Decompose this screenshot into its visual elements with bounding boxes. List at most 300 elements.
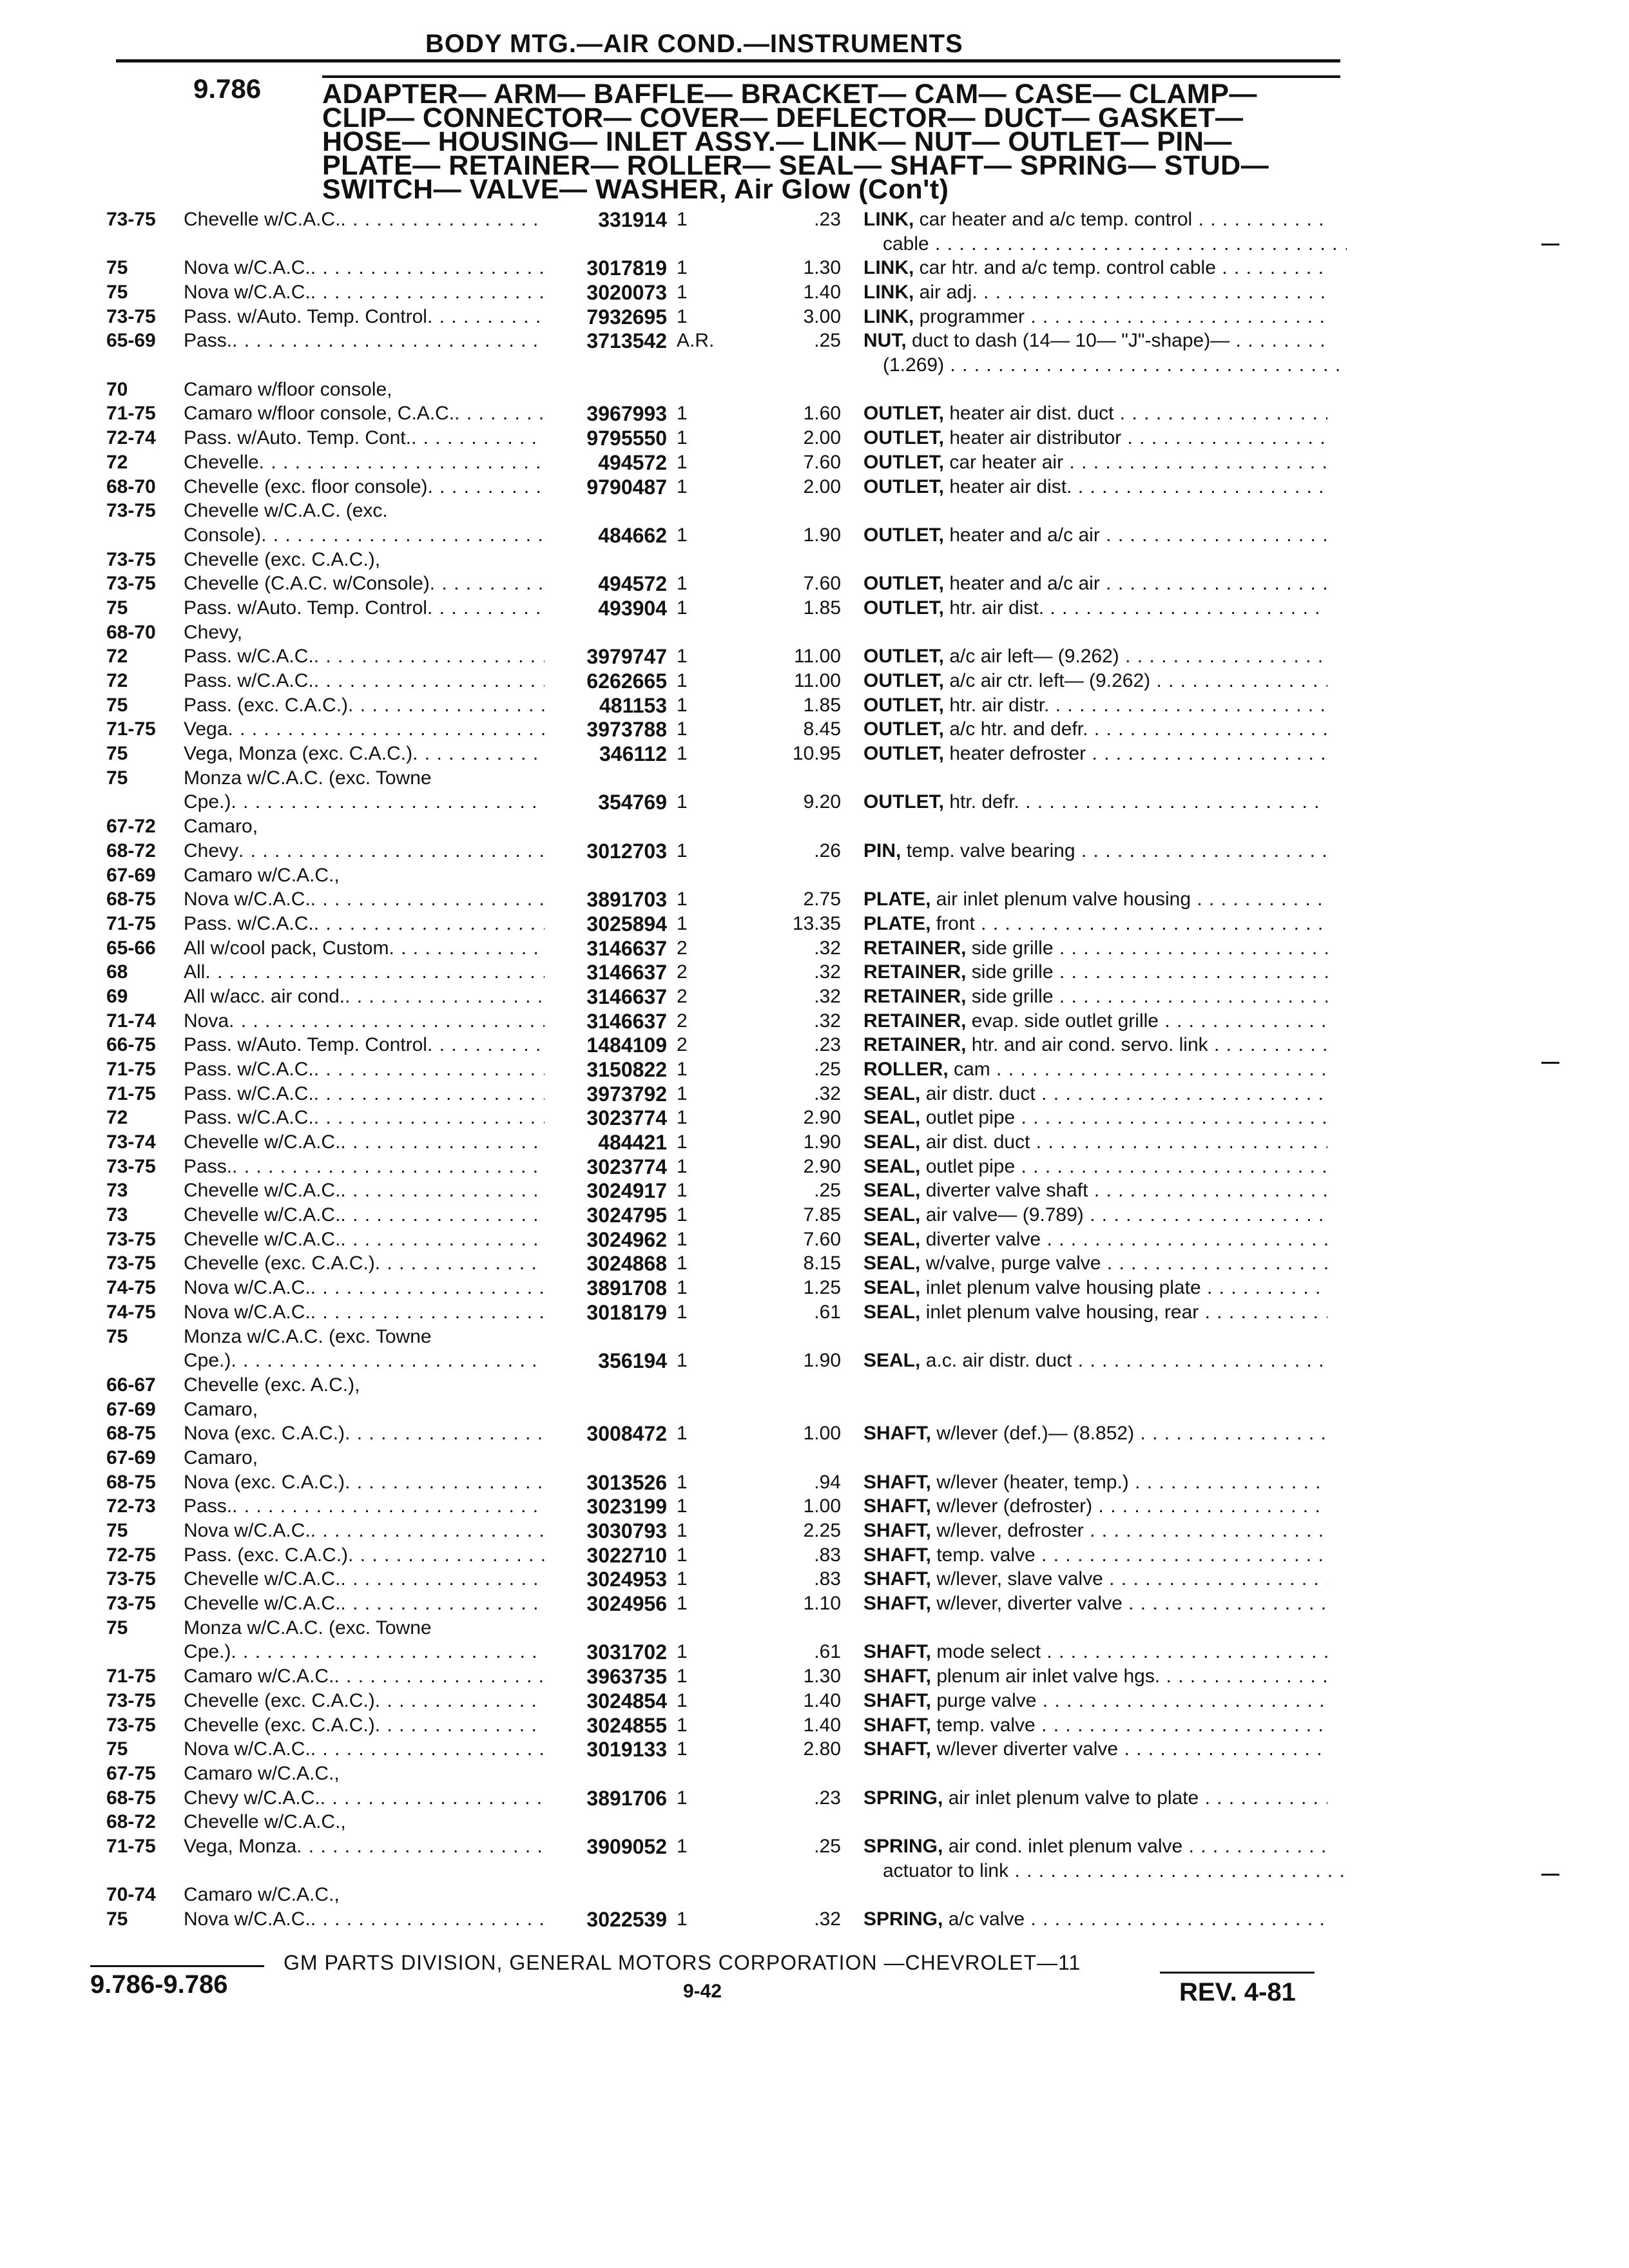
cell-description [863, 912, 1327, 936]
cell-description [863, 960, 1327, 985]
part-name: RETAINER, [863, 961, 967, 983]
cell-part-number: 484421 [598, 1131, 667, 1154]
cell-year: 72-73 [106, 1495, 156, 1517]
cell-model: Camaro w/C.A.C., [184, 1763, 340, 1784]
cell-year: 73-75 [106, 500, 156, 521]
cell-part-number: 3012703 [586, 840, 667, 863]
cell-part-number: 3024855 [586, 1714, 667, 1737]
cell-model: All w/cool pack, Custom . . . [184, 936, 545, 961]
cell-description [863, 1106, 1327, 1130]
cell-year: 69 [106, 986, 128, 1007]
cell-description [863, 1591, 1327, 1616]
cell-year: 75 [106, 282, 128, 303]
cell-model: Monza w/C.A.C. (exc. Towne [184, 1617, 432, 1639]
cell-model: Camaro w/floor console, [184, 379, 392, 400]
cell-year: 75 [106, 743, 128, 764]
cell-price: 11.00 [794, 670, 841, 691]
cell-model: Chevelle (exc. C.A.C.) . . . [184, 1689, 545, 1713]
cell-part-number: 3022539 [586, 1908, 667, 1931]
cell-price: .94 [814, 1472, 841, 1493]
cell-year: 72 [106, 670, 128, 691]
cell-description [863, 669, 1327, 693]
cell-year: 74-75 [106, 1302, 156, 1323]
cell-quantity: 1 [677, 1738, 688, 1760]
part-name: SEAL, [863, 1350, 921, 1371]
cell-price: .25 [814, 1059, 841, 1080]
part-detail: duct to dash (14— 10— "J"-shape)— [906, 330, 1230, 351]
cell-year: 72-75 [106, 1544, 156, 1566]
part-name: SEAL, [863, 1107, 921, 1128]
cell-model: Nova w/C.A.C. . . . [184, 280, 545, 305]
part-detail: air distr. duct [920, 1083, 1036, 1104]
cell-year: 73-75 [106, 1253, 156, 1274]
cell-quantity: 1 [677, 1229, 688, 1250]
part-detail: a/c htr. and defr. [944, 718, 1088, 740]
cell-quantity: 1 [677, 573, 688, 594]
part-detail: temp. valve [931, 1544, 1036, 1566]
part-detail: heater and a/c air [944, 524, 1100, 546]
cell-year: 73-75 [106, 549, 156, 570]
cell-model: Monza w/C.A.C. (exc. Towne [184, 1326, 432, 1347]
cell-description [863, 523, 1327, 548]
cell-description [863, 1276, 1327, 1300]
cell-price: 2.80 [803, 1738, 841, 1760]
cell-year: 68-70 [106, 622, 156, 643]
cell-model: Cpe.) . . . [184, 790, 545, 814]
cell-description [863, 1689, 1327, 1713]
cell-part-number: 3030793 [586, 1519, 667, 1542]
cell-model: Pass. . . . [184, 1494, 545, 1519]
cell-quantity: 1 [677, 1641, 688, 1662]
cell-price: .61 [814, 1302, 841, 1323]
cell-model: Pass. w/C.A.C. . . . [184, 669, 545, 693]
cell-quantity: 1 [677, 452, 688, 473]
cell-part-number: 356194 [598, 1349, 667, 1372]
cell-price: 1.40 [803, 1715, 841, 1736]
cell-description [863, 572, 1327, 596]
cell-part-number: 3022710 [586, 1544, 667, 1567]
page-header-title: BODY MTG.—AIR COND.—INSTRUMENTS [425, 30, 963, 58]
cell-year: 67-72 [106, 816, 156, 837]
part-name: NUT, [863, 330, 907, 351]
cell-model: Chevy . . . [184, 839, 545, 863]
cell-quantity: A.R. [677, 330, 715, 351]
cell-year: 73-75 [106, 1568, 156, 1590]
cell-price: 1.85 [803, 597, 841, 619]
cell-description [863, 985, 1327, 1009]
cell-part-number: 3024795 [586, 1204, 667, 1227]
cell-model: Chevelle w/C.A.C., [184, 1811, 346, 1832]
cell-part-number: 3024854 [586, 1689, 667, 1713]
cell-price: 8.15 [803, 1253, 841, 1274]
cell-model: Camaro w/C.A.C., [184, 1884, 340, 1905]
cell-price: 1.30 [803, 1666, 841, 1687]
cell-model: Camaro, [184, 1447, 258, 1468]
cell-part-number: 3150822 [586, 1058, 667, 1081]
cell-part-number: 3891708 [586, 1276, 667, 1300]
cell-quantity: 1 [677, 1180, 688, 1201]
cell-description [863, 1251, 1327, 1276]
cell-year: 75 [106, 695, 128, 716]
cell-part-number: 3979747 [586, 645, 667, 668]
cell-part-number: 3891703 [586, 888, 667, 911]
cell-year: 68-72 [106, 840, 156, 861]
part-name: OUTLET, [863, 670, 944, 691]
cell-price: 2.25 [803, 1520, 841, 1541]
header-rule-secondary [322, 75, 1340, 78]
cell-quantity: 1 [677, 597, 688, 619]
part-detail: side grille [966, 986, 1054, 1007]
cell-year: 71-75 [106, 913, 156, 934]
cell-price: 2.90 [803, 1156, 841, 1177]
cell-part-number: 3024962 [586, 1228, 667, 1251]
cell-description [883, 353, 1347, 378]
cell-description [863, 401, 1327, 426]
cell-year: 65-69 [106, 330, 156, 351]
part-name: RETAINER, [863, 1034, 967, 1055]
cell-price: 1.90 [803, 1350, 841, 1371]
cell-quantity: 1 [677, 1544, 688, 1566]
cell-part-number: 331914 [598, 208, 667, 231]
part-name: PLATE, [863, 889, 931, 910]
part-detail: heater and a/c air [944, 573, 1100, 594]
cell-model: Console) . . . [184, 523, 545, 548]
cell-year: 66-67 [106, 1374, 156, 1396]
part-name: RETAINER, [863, 937, 967, 959]
part-name: OUTLET, [863, 646, 944, 667]
cell-part-number: 3909052 [586, 1835, 667, 1858]
cell-description [863, 1834, 1327, 1859]
cell-model: Vega . . . [184, 717, 545, 742]
cell-part-number: 3967993 [586, 402, 667, 425]
cell-price: .32 [814, 961, 841, 983]
cell-quantity: 1 [677, 1083, 688, 1104]
part-name: ROLLER, [863, 1059, 949, 1080]
part-name: LINK, [863, 306, 914, 327]
part-name: SPRING, [863, 1836, 943, 1857]
cell-model: Pass. w/Auto. Temp. Control . . . [184, 1033, 545, 1057]
cell-model: Chevelle w/C.A.C. . . . [184, 1591, 545, 1616]
part-detail: a/c valve [943, 1908, 1025, 1930]
part-detail: programmer [914, 306, 1025, 327]
cell-model: Chevelle . . . [184, 450, 545, 475]
part-detail: heater air dist. [944, 476, 1072, 497]
cell-model: Camaro, [184, 1399, 258, 1420]
cell-price: .32 [814, 1908, 841, 1930]
cell-part-number: 3973788 [586, 718, 667, 741]
cell-year: 67-69 [106, 1447, 156, 1468]
cell-model: Chevy, [184, 622, 243, 643]
cell-model: Chevelle w/C.A.C. . . . [184, 1178, 545, 1203]
cell-quantity: 2 [677, 1010, 688, 1032]
cell-description [863, 1082, 1327, 1106]
part-detail: htr. defr. [944, 791, 1019, 812]
cell-model: Chevelle (C.A.C. w/Console) . . . [184, 572, 545, 596]
part-detail: w/lever (def.)— (8.852) [931, 1423, 1135, 1444]
cell-description [863, 1349, 1327, 1373]
cell-year: 73-75 [106, 306, 156, 327]
cell-year: 71-75 [106, 1666, 156, 1687]
cell-part-number: 3019133 [586, 1738, 667, 1761]
cell-year: 75 [106, 1326, 128, 1347]
cell-year: 75 [106, 597, 128, 619]
cell-description [863, 717, 1327, 742]
cell-part-number: 9790487 [586, 476, 667, 499]
cell-price: 1.10 [803, 1593, 841, 1614]
footer-section-range: 9.786-9.786 [90, 1970, 228, 1999]
cell-model: Pass. (exc. C.A.C.) . . . [184, 1543, 545, 1568]
cell-model: Vega, Monza . . . [184, 1834, 545, 1859]
cell-description [863, 1519, 1327, 1543]
cell-description [863, 1300, 1327, 1325]
cell-model: Cpe.) . . . [184, 1349, 545, 1373]
part-detail: temp. valve [931, 1715, 1036, 1736]
cell-quantity: 1 [677, 1253, 688, 1274]
cell-part-number: 3023199 [586, 1495, 667, 1518]
cell-quantity: 1 [677, 718, 688, 740]
part-detail: temp. valve bearing [901, 840, 1075, 861]
cell-quantity: 1 [677, 1715, 688, 1736]
cell-quantity: 1 [677, 282, 688, 303]
cell-description [863, 1567, 1327, 1591]
part-detail: cam [948, 1059, 990, 1080]
cell-part-number: 3891706 [586, 1787, 667, 1810]
cell-price: 10.95 [792, 743, 841, 764]
cell-part-number: 3020073 [586, 281, 667, 304]
cell-part-number: 3017819 [586, 256, 667, 280]
part-name: OUTLET, [863, 524, 944, 546]
cell-model: Pass. w/C.A.C. . . . [184, 1106, 545, 1130]
cell-part-number: 1484109 [586, 1033, 667, 1057]
cell-price: .32 [814, 937, 841, 959]
cell-quantity: 1 [677, 427, 688, 448]
cell-description [863, 1178, 1327, 1203]
cell-description [863, 693, 1327, 718]
section-title-line: CLIP— CONNECTOR— COVER— DEFLECTOR— DUCT— GASKET— [322, 102, 1244, 133]
part-detail: air inlet plenum valve to plate [943, 1787, 1199, 1809]
cell-year: 75 [106, 767, 128, 789]
cell-year: 73-75 [106, 1156, 156, 1177]
cell-quantity: 1 [677, 1107, 688, 1128]
cell-quantity: 1 [677, 1836, 688, 1857]
cell-price: .23 [814, 1787, 841, 1809]
cell-description [863, 1130, 1327, 1155]
cell-model: Pass. (exc. C.A.C.) . . . [184, 693, 545, 718]
cell-part-number: 3146637 [586, 985, 667, 1008]
cell-model: Chevelle (exc. C.A.C.) . . . [184, 1713, 545, 1738]
part-detail: htr. and air cond. servo. link [966, 1034, 1208, 1055]
cell-price: .61 [814, 1641, 841, 1662]
part-detail: w/lever, defroster [931, 1520, 1084, 1541]
cell-model: Pass. w/C.A.C. . . . [184, 912, 545, 936]
cell-quantity: 1 [677, 1495, 688, 1517]
footer-page-number: 9-42 [683, 1981, 722, 2002]
cell-price: .32 [814, 1083, 841, 1104]
cell-description [863, 742, 1327, 766]
part-detail: evap. side outlet grille [966, 1010, 1159, 1032]
cell-price: .25 [814, 330, 841, 351]
cell-year: 75 [106, 1908, 128, 1930]
part-detail: side grille [966, 937, 1054, 959]
cell-description [863, 1227, 1327, 1252]
part-detail: mode select [931, 1641, 1041, 1662]
part-name: SHAFT, [863, 1423, 931, 1444]
part-detail: w/lever, slave valve [931, 1568, 1103, 1590]
cell-description [863, 1421, 1327, 1446]
cell-description [863, 887, 1327, 912]
cell-model: Camaro w/C.A.C. . . . [184, 1664, 545, 1689]
cell-model: Chevelle w/C.A.C. (exc. [184, 500, 388, 521]
cell-description [863, 790, 1327, 814]
cell-quantity: 1 [677, 1690, 688, 1711]
cell-description [863, 1470, 1327, 1495]
cell-price: 2.75 [803, 889, 841, 910]
cell-price: 8.45 [803, 718, 841, 740]
cell-description [863, 1033, 1327, 1057]
cell-part-number: 3024956 [586, 1592, 667, 1615]
cell-part-number: 3963735 [586, 1665, 667, 1688]
cell-price: 1.40 [803, 1690, 841, 1711]
part-detail: side grille [966, 961, 1054, 983]
cell-model: Monza w/C.A.C. (exc. Towne [184, 767, 432, 789]
cell-model: Chevelle w/C.A.C. . . . [184, 207, 545, 232]
part-name: SHAFT, [863, 1472, 931, 1493]
cell-part-number: 3024917 [586, 1179, 667, 1202]
cell-year: 73-75 [106, 1715, 156, 1736]
cell-model: Chevy w/C.A.C. . . . [184, 1786, 545, 1811]
part-name: OUTLET, [863, 743, 944, 764]
cell-part-number: 3146637 [586, 1010, 667, 1033]
cell-description [863, 1057, 1327, 1082]
cell-year: 66-75 [106, 1034, 156, 1055]
part-name: OUTLET, [863, 452, 944, 473]
part-detail: a/c air left— (9.262) [944, 646, 1119, 667]
part-name: SEAL, [863, 1277, 921, 1298]
cell-year: 73-75 [106, 1593, 156, 1614]
cell-price: .32 [814, 986, 841, 1007]
cell-price: 1.25 [803, 1277, 841, 1298]
part-detail: heater air dist. duct [944, 403, 1114, 424]
cell-part-number: 7932695 [586, 305, 667, 329]
cell-model: Pass. w/Auto. Temp. Control . . . [184, 596, 545, 620]
cell-model: Nova (exc. C.A.C.) . . . [184, 1470, 545, 1495]
cell-model: Cpe.) . . . [184, 1640, 545, 1664]
cell-year: 68-75 [106, 1787, 156, 1809]
cell-year: 70-74 [106, 1884, 156, 1905]
part-name: OUTLET, [863, 791, 944, 812]
cell-part-number: 3713542 [586, 329, 667, 352]
part-name: SHAFT, [863, 1593, 931, 1614]
cell-model: Nova w/C.A.C. . . . [184, 256, 545, 280]
part-name: SEAL, [863, 1156, 921, 1177]
cell-quantity: 1 [677, 403, 688, 424]
cell-description [863, 839, 1327, 863]
cell-quantity: 1 [677, 791, 688, 812]
cell-year: 72-74 [106, 427, 156, 448]
part-name: SHAFT, [863, 1738, 931, 1760]
cell-model: Pass. w/C.A.C. . . . [184, 644, 545, 669]
part-name: SPRING, [863, 1908, 943, 1930]
cell-year: 73-75 [106, 573, 156, 594]
cell-model: Pass. w/C.A.C. . . . [184, 1057, 545, 1082]
cell-quantity: 1 [677, 1302, 688, 1323]
cell-quantity: 2 [677, 937, 688, 959]
cell-description [863, 305, 1327, 329]
cell-quantity: 2 [677, 986, 688, 1007]
cell-year: 71-75 [106, 1059, 156, 1080]
cell-part-number: 6262665 [586, 669, 667, 693]
part-name: LINK, [863, 257, 914, 278]
cell-price: .23 [814, 1034, 841, 1055]
part-name: SHAFT, [863, 1641, 931, 1662]
cell-year: 71-75 [106, 403, 156, 424]
cell-year: 67-69 [106, 1399, 156, 1420]
part-name: SEAL, [863, 1229, 921, 1250]
part-name: PIN, [863, 840, 901, 861]
part-detail: diverter valve shaft [920, 1180, 1088, 1201]
part-detail: cable [883, 233, 929, 255]
cell-part-number: 3146637 [586, 961, 667, 984]
cell-part-number: 494572 [598, 451, 667, 474]
footer-publisher: GM PARTS DIVISION, GENERAL MOTORS CORPORATION —CHEVROLET—11 [284, 1951, 1081, 1974]
part-detail: front [930, 913, 975, 934]
cell-year: 73-75 [106, 1229, 156, 1250]
part-name: OUTLET, [863, 695, 944, 716]
cell-part-number: 3008472 [586, 1422, 667, 1445]
part-name: RETAINER, [863, 1010, 967, 1032]
cell-description [863, 1786, 1327, 1811]
part-detail: (1.269) [883, 354, 945, 376]
cell-quantity: 1 [677, 646, 688, 667]
cell-price: 11.00 [794, 646, 841, 667]
cell-price: 7.60 [803, 573, 841, 594]
cell-part-number: 3018179 [586, 1301, 667, 1324]
part-detail: heater defroster [944, 743, 1086, 764]
cell-model: Pass. w/Auto. Temp. Control . . . [184, 305, 545, 329]
cell-year: 71-74 [106, 1010, 156, 1032]
cell-description [863, 475, 1327, 499]
cell-model: Nova w/C.A.C. . . . [184, 1519, 545, 1543]
part-name: SEAL, [863, 1131, 921, 1153]
cell-model: Nova w/C.A.C. . . . [184, 887, 545, 912]
cell-quantity: 1 [677, 743, 688, 764]
part-detail: w/lever (heater, temp.) [931, 1472, 1129, 1493]
cell-price: 1.30 [803, 257, 841, 278]
cell-description [883, 232, 1347, 256]
cell-year: 68-75 [106, 1423, 156, 1444]
part-detail: w/lever diverter valve [931, 1738, 1119, 1760]
part-name: SHAFT, [863, 1544, 931, 1566]
part-detail: w/lever, diverter valve [931, 1593, 1123, 1614]
cell-year: 65-66 [106, 937, 156, 959]
part-detail: air inlet plenum valve housing [930, 889, 1191, 910]
cell-price: 1.00 [803, 1495, 841, 1517]
cell-part-number: 3023774 [586, 1106, 667, 1129]
cell-quantity: 2 [677, 961, 688, 983]
cell-quantity: 1 [677, 1350, 688, 1371]
cell-model: Chevelle w/C.A.C. . . . [184, 1130, 545, 1155]
part-name: RETAINER, [863, 986, 967, 1007]
footer-rule-left [90, 1965, 264, 1967]
cell-model: Chevelle w/C.A.C. . . . [184, 1227, 545, 1252]
cell-year: 68-72 [106, 1811, 156, 1832]
cell-description [863, 256, 1327, 280]
part-name: SHAFT, [863, 1495, 931, 1517]
section-title-line: HOSE— HOUSING— INLET ASSY.— LINK— NUT— OUTLET— PIN— [322, 126, 1232, 157]
part-name: SEAL, [863, 1302, 921, 1323]
part-detail: inlet plenum valve housing, rear [920, 1302, 1199, 1323]
cell-model: Camaro w/floor console, C.A.C. . . . [184, 401, 545, 426]
